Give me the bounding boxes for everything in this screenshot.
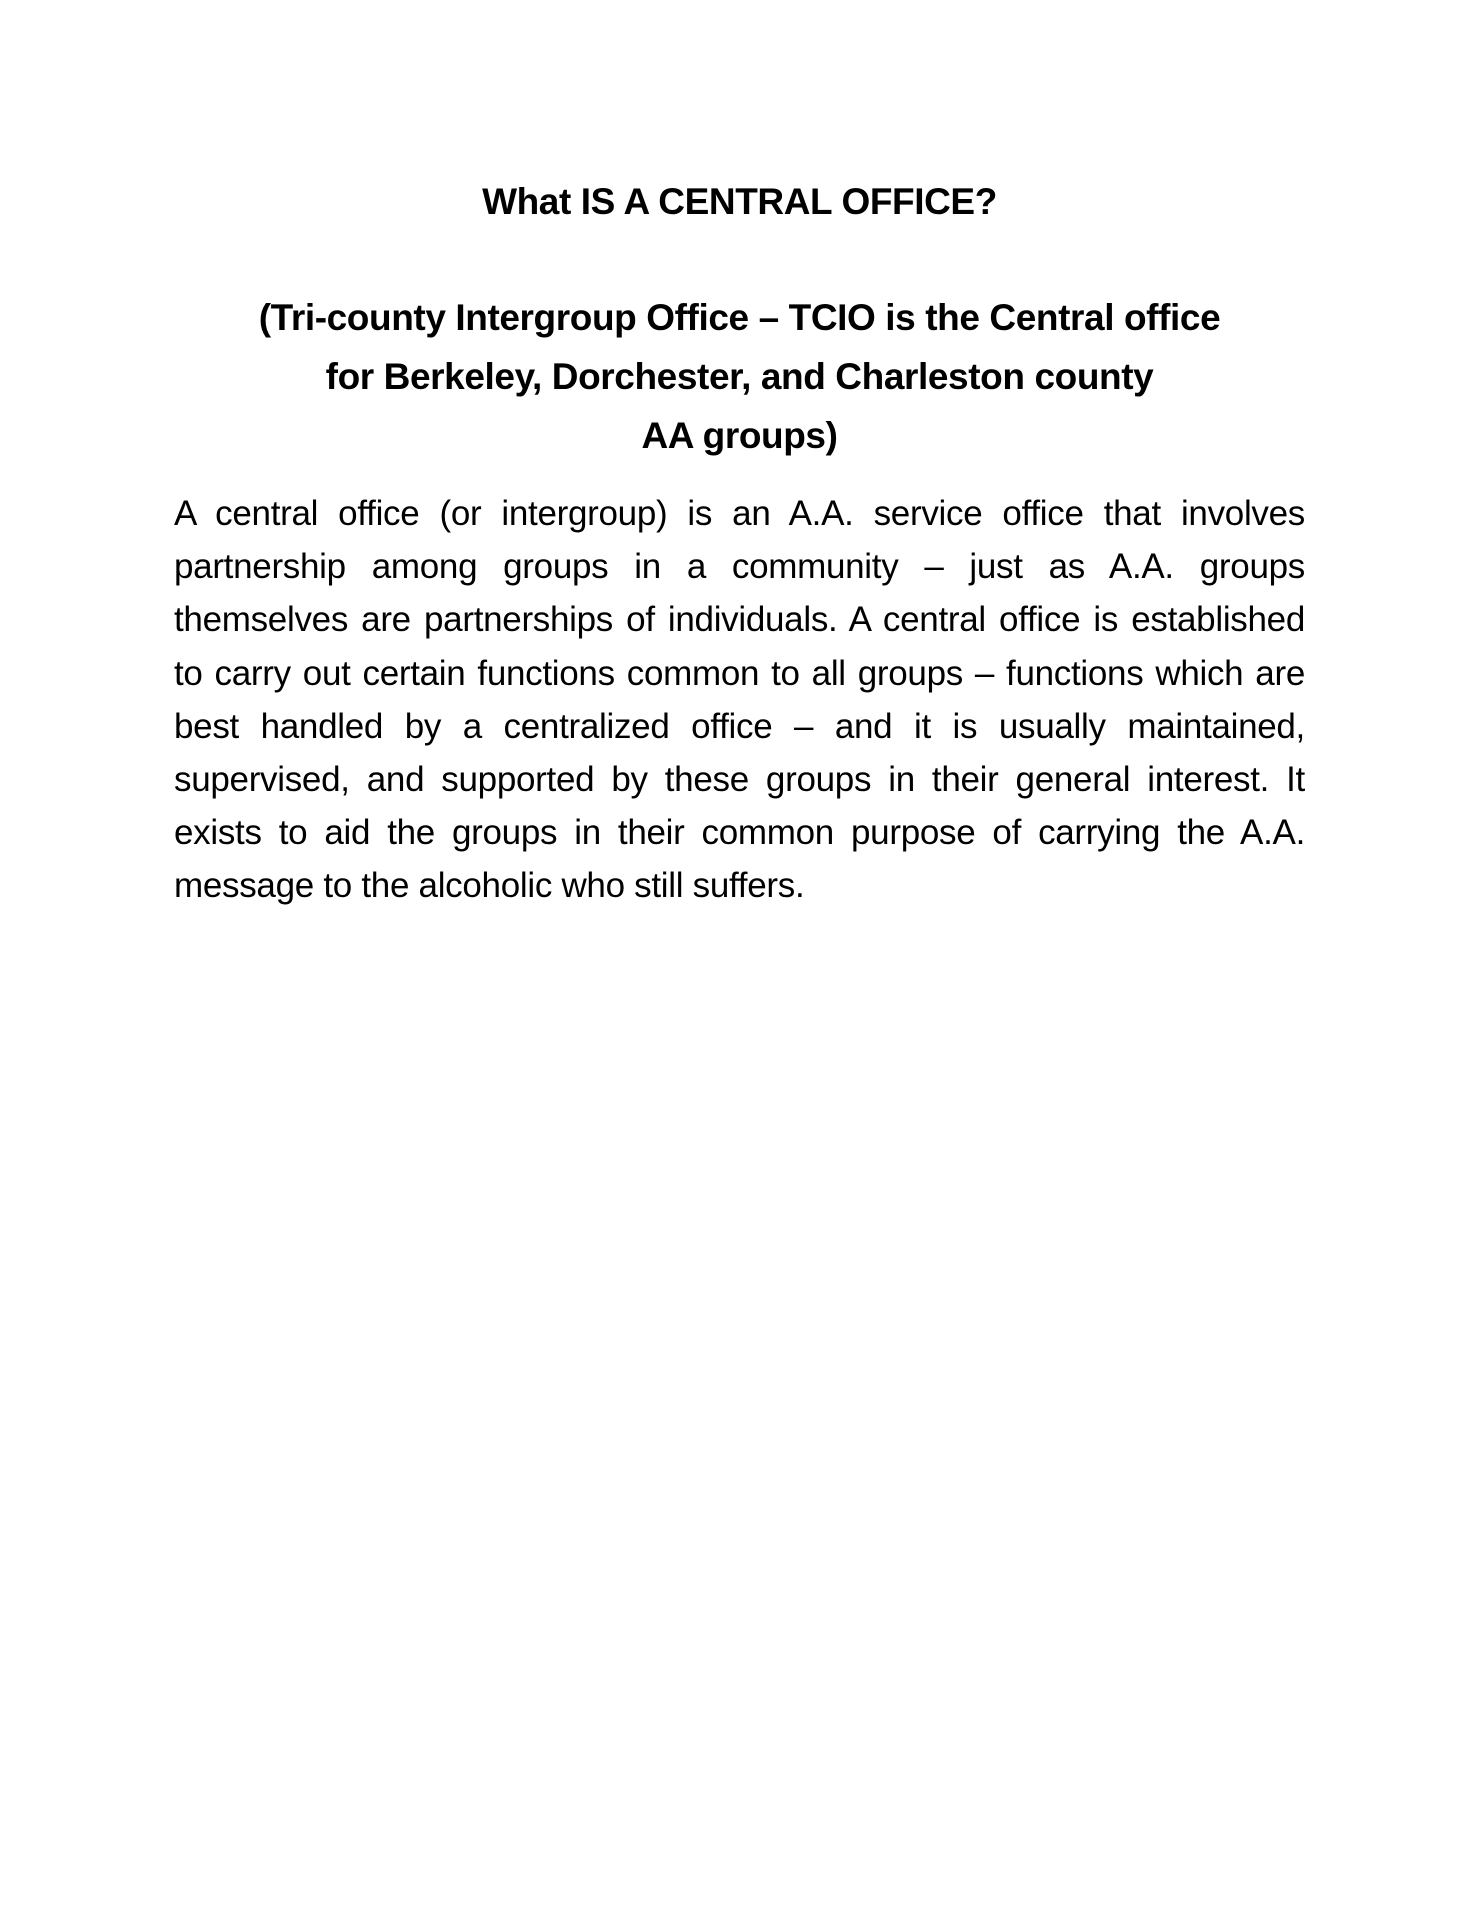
page-title: What IS A CENTRAL OFFICE?: [482, 181, 997, 222]
document-content: [174, 176, 1305, 913]
subtitle-line-3: AA groups): [641, 415, 838, 456]
body-paragraph: A central office (or intergroup) is an A.A. service office that involves partnership among groups in a community – just as A.A. groups themselves are partnerships of individuals. A central office is established to carry out certain functions common to all groups – functions which are best handled by a centralized office – and it is usually maintained, supervised, and supported by these groups in their general interest. It exists to aid the groups in their common purpose of carrying the A.A. message to the alcoholic who still suffers.: [174, 494, 1305, 906]
subtitle: [174, 288, 1305, 465]
subtitle-line-2: for Berkeley, Dorchester, and Charleston county: [325, 356, 1154, 397]
subtitle-line-1: (Tri-county Intergroup Office – TCIO is the Central office: [258, 297, 1221, 338]
